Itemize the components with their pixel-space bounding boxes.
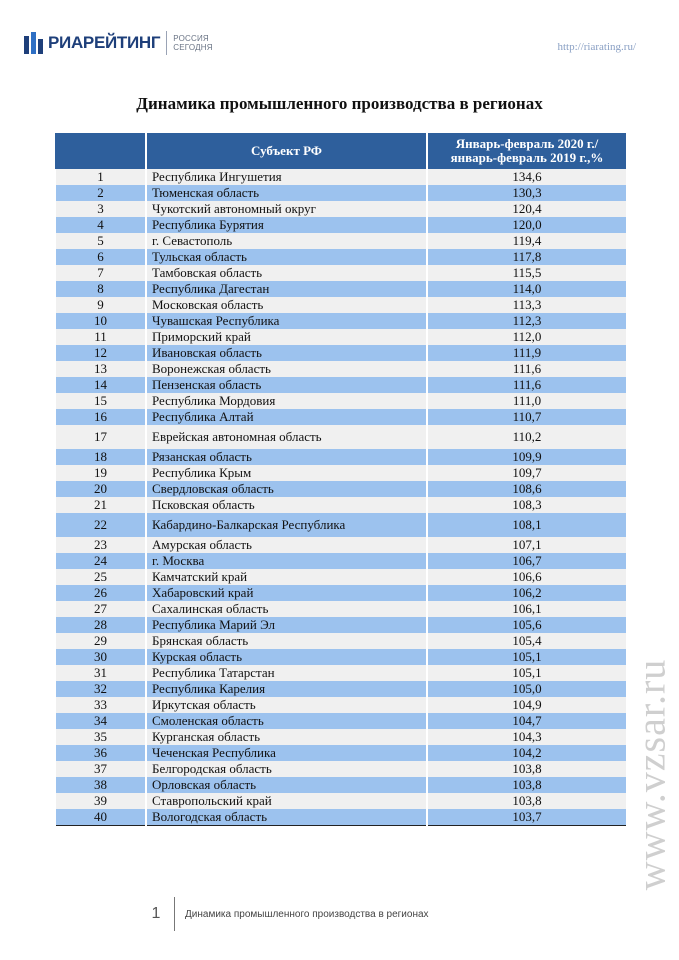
region-name: Белгородская область xyxy=(146,761,427,777)
region-name: Иркутская область xyxy=(146,697,427,713)
region-name: Тюменская область xyxy=(146,185,427,201)
watermark-text: www.vzsar.ru xyxy=(628,658,674,890)
production-index: 105,1 xyxy=(427,665,627,681)
production-index: 113,3 xyxy=(427,297,627,313)
region-name: Ивановская область xyxy=(146,345,427,361)
production-index: 114,0 xyxy=(427,281,627,297)
row-number: 16 xyxy=(55,409,146,425)
table-row xyxy=(55,617,627,633)
region-name: Ставропольский край xyxy=(146,793,427,809)
table-row xyxy=(55,425,627,449)
row-number: 36 xyxy=(55,745,146,761)
table-row xyxy=(55,233,627,249)
footer-text: Динамика промышленного производства в регионах xyxy=(185,908,429,920)
production-index: 104,7 xyxy=(427,713,627,729)
table-row xyxy=(55,537,627,553)
region-name: Республика Алтай xyxy=(146,409,427,425)
column-header-value: Январь-февраль 2020 г./ январь-февраль 2019 г.,% xyxy=(427,133,627,169)
table-row xyxy=(55,393,627,409)
region-name: Курганская область xyxy=(146,729,427,745)
table-row xyxy=(55,297,627,313)
region-name: Республика Карелия xyxy=(146,681,427,697)
production-index: 103,8 xyxy=(427,761,627,777)
region-name: Тамбовская область xyxy=(146,265,427,281)
table-row xyxy=(55,809,627,826)
production-index: 119,4 xyxy=(427,233,627,249)
table-row xyxy=(55,169,627,185)
region-name: Московская область xyxy=(146,297,427,313)
row-number: 14 xyxy=(55,377,146,393)
production-index: 108,3 xyxy=(427,497,627,513)
table-header xyxy=(55,133,627,169)
production-index: 106,1 xyxy=(427,601,627,617)
region-name: Сахалинская область xyxy=(146,601,427,617)
production-index: 105,4 xyxy=(427,633,627,649)
table-row xyxy=(55,265,627,281)
production-index: 108,1 xyxy=(427,513,627,537)
table-row xyxy=(55,513,627,537)
logo-subtitle-line1: РОССИЯ xyxy=(173,34,209,43)
production-index: 112,3 xyxy=(427,313,627,329)
row-number: 19 xyxy=(55,465,146,481)
page-footer xyxy=(146,896,429,932)
watermark xyxy=(627,604,675,944)
production-index: 105,1 xyxy=(427,649,627,665)
table-row xyxy=(55,761,627,777)
table-row xyxy=(55,481,627,497)
region-name: Орловская область xyxy=(146,777,427,793)
table-row xyxy=(55,569,627,585)
region-name: Хабаровский край xyxy=(146,585,427,601)
region-name: Свердловская область xyxy=(146,481,427,497)
production-index: 104,3 xyxy=(427,729,627,745)
production-index: 111,6 xyxy=(427,377,627,393)
row-number: 26 xyxy=(55,585,146,601)
logo-subtitle-line2: СЕГОДНЯ xyxy=(173,43,213,52)
table-row xyxy=(55,329,627,345)
table-row xyxy=(55,553,627,569)
region-name: г. Севастополь xyxy=(146,233,427,249)
table-row xyxy=(55,185,627,201)
region-name: Чеченская Республика xyxy=(146,745,427,761)
production-index: 103,7 xyxy=(427,809,627,826)
table-row xyxy=(55,345,627,361)
production-index: 109,7 xyxy=(427,465,627,481)
region-name: Республика Ингушетия xyxy=(146,169,427,185)
table-row xyxy=(55,361,627,377)
table-row xyxy=(55,729,627,745)
production-index: 106,7 xyxy=(427,553,627,569)
production-index: 134,6 xyxy=(427,169,627,185)
region-name: Республика Татарстан xyxy=(146,665,427,681)
region-name: Пензенская область xyxy=(146,377,427,393)
region-name: Смоленская область xyxy=(146,713,427,729)
row-number: 25 xyxy=(55,569,146,585)
production-index: 120,4 xyxy=(427,201,627,217)
row-number: 20 xyxy=(55,481,146,497)
table-row xyxy=(55,713,627,729)
region-name: Курская область xyxy=(146,649,427,665)
regions-table xyxy=(54,133,628,826)
row-number: 37 xyxy=(55,761,146,777)
table-row xyxy=(55,777,627,793)
region-name: Воронежская область xyxy=(146,361,427,377)
row-number: 4 xyxy=(55,217,146,233)
row-number: 29 xyxy=(55,633,146,649)
table-row xyxy=(55,249,627,265)
row-number: 27 xyxy=(55,601,146,617)
region-name: Рязанская область xyxy=(146,449,427,465)
row-number: 10 xyxy=(55,313,146,329)
table-row xyxy=(55,409,627,425)
page-number: 1 xyxy=(151,905,161,922)
row-number: 33 xyxy=(55,697,146,713)
row-number: 39 xyxy=(55,793,146,809)
table-body xyxy=(55,169,627,826)
logo-subtitle xyxy=(173,34,212,52)
region-name: Республика Дагестан xyxy=(146,281,427,297)
region-name: Республика Бурятия xyxy=(146,217,427,233)
table-row xyxy=(55,681,627,697)
row-number: 18 xyxy=(55,449,146,465)
production-index: 115,5 xyxy=(427,265,627,281)
row-number: 15 xyxy=(55,393,146,409)
table-row xyxy=(55,217,627,233)
row-number: 32 xyxy=(55,681,146,697)
production-index: 104,9 xyxy=(427,697,627,713)
row-number: 40 xyxy=(55,809,146,826)
table-row xyxy=(55,201,627,217)
row-number: 17 xyxy=(55,425,146,449)
table-row xyxy=(55,377,627,393)
production-index: 105,6 xyxy=(427,617,627,633)
row-number: 31 xyxy=(55,665,146,681)
region-name: Вологодская область xyxy=(146,809,427,826)
row-number: 13 xyxy=(55,361,146,377)
row-number: 1 xyxy=(55,169,146,185)
region-name: Чувашская Республика xyxy=(146,313,427,329)
column-header-number xyxy=(55,133,146,169)
row-number: 38 xyxy=(55,777,146,793)
table-row xyxy=(55,465,627,481)
region-name: Кабардино-Балкарская Республика xyxy=(146,513,427,537)
table-row xyxy=(55,585,627,601)
production-index: 107,1 xyxy=(427,537,627,553)
production-index: 103,8 xyxy=(427,777,627,793)
region-name: Республика Крым xyxy=(146,465,427,481)
region-name: Приморский край xyxy=(146,329,427,345)
region-name: Чукотский автономный округ xyxy=(146,201,427,217)
production-index: 120,0 xyxy=(427,217,627,233)
production-index: 130,3 xyxy=(427,185,627,201)
table-row xyxy=(55,697,627,713)
table-row xyxy=(55,449,627,465)
region-name: Брянская область xyxy=(146,633,427,649)
logo-text: РИАРЕЙТИНГ xyxy=(48,33,161,52)
production-index: 117,8 xyxy=(427,249,627,265)
row-number: 24 xyxy=(55,553,146,569)
row-number: 8 xyxy=(55,281,146,297)
region-name: Республика Мордовия xyxy=(146,393,427,409)
row-number: 5 xyxy=(55,233,146,249)
production-index: 111,6 xyxy=(427,361,627,377)
row-number: 35 xyxy=(55,729,146,745)
production-index: 110,7 xyxy=(427,409,627,425)
table-row xyxy=(55,633,627,649)
row-number: 28 xyxy=(55,617,146,633)
production-index: 111,9 xyxy=(427,345,627,361)
production-index: 109,9 xyxy=(427,449,627,465)
row-number: 7 xyxy=(55,265,146,281)
table-row xyxy=(55,313,627,329)
region-name: г. Москва xyxy=(146,553,427,569)
production-index: 103,8 xyxy=(427,793,627,809)
table-row xyxy=(55,601,627,617)
table-row xyxy=(55,497,627,513)
production-index: 111,0 xyxy=(427,393,627,409)
row-number: 30 xyxy=(55,649,146,665)
row-number: 6 xyxy=(55,249,146,265)
table-row xyxy=(55,665,627,681)
logo-divider xyxy=(166,31,167,55)
row-number: 22 xyxy=(55,513,146,537)
production-index: 108,6 xyxy=(427,481,627,497)
production-index: 110,2 xyxy=(427,425,627,449)
production-index: 105,0 xyxy=(427,681,627,697)
region-name: Камчатский край xyxy=(146,569,427,585)
row-number: 11 xyxy=(55,329,146,345)
table-row xyxy=(55,281,627,297)
row-number: 23 xyxy=(55,537,146,553)
row-number: 21 xyxy=(55,497,146,513)
row-number: 9 xyxy=(55,297,146,313)
row-number: 3 xyxy=(55,201,146,217)
region-name: Республика Марий Эл xyxy=(146,617,427,633)
region-name: Амурская область xyxy=(146,537,427,553)
production-index: 106,6 xyxy=(427,569,627,585)
page-header xyxy=(0,0,679,70)
production-index: 112,0 xyxy=(427,329,627,345)
region-name: Еврейская автономная область xyxy=(146,425,427,449)
table-row xyxy=(55,793,627,809)
region-name: Тульская область xyxy=(146,249,427,265)
footer-divider xyxy=(174,897,175,931)
region-name: Псковская область xyxy=(146,497,427,513)
page-title: Динамика промышленного производства в регионах xyxy=(136,94,543,113)
column-header-region: Субъект РФ xyxy=(146,133,427,169)
production-index: 104,2 xyxy=(427,745,627,761)
ria-logo-icon xyxy=(24,32,44,54)
table-row xyxy=(55,745,627,761)
site-url[interactable]: http://riarating.ru/ xyxy=(557,41,636,53)
table-row xyxy=(55,649,627,665)
ria-rating-logo xyxy=(24,30,213,56)
production-index: 106,2 xyxy=(427,585,627,601)
table-header-row xyxy=(55,133,627,169)
row-number: 2 xyxy=(55,185,146,201)
row-number: 34 xyxy=(55,713,146,729)
row-number: 12 xyxy=(55,345,146,361)
